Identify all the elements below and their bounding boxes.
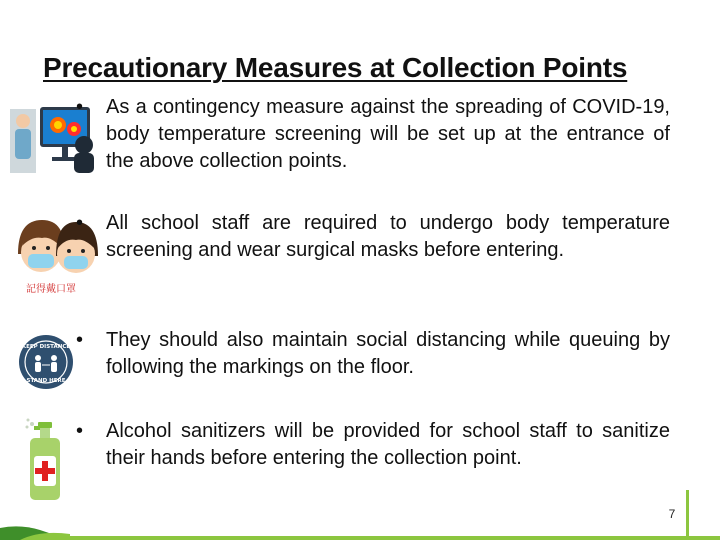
distance-sign-top-text: KEEP DISTANCE xyxy=(21,344,71,350)
bullet-item-masks xyxy=(76,210,670,264)
bullet-item-temperature-screening xyxy=(76,94,670,175)
bullet-text: All school staff are required to undergo body temperature screening and wear surgical masks before entering. xyxy=(106,212,670,261)
bullet-marker: • xyxy=(76,212,84,234)
distance-sign-bottom-text: STAND HERE xyxy=(26,378,66,384)
bullet-text: They should also maintain social distancing while queuing by following the markings on the floor. xyxy=(106,329,670,378)
bullet-text: As a contingency measure against the spreading of COVID-19, body temperature screening will be set up at the entrance of the above collection points. xyxy=(106,96,670,172)
bullet-item-social-distancing xyxy=(76,327,670,381)
bullet-text: Alcohol sanitizers will be provided for school staff to sanitize their hands before entering the collection point. xyxy=(106,420,670,469)
bullet-marker: • xyxy=(76,420,84,442)
footer-decoration xyxy=(0,524,720,540)
bullet-marker: • xyxy=(76,96,84,118)
mask-caption: 記得戴口罩 xyxy=(26,284,76,295)
keep-distance-sign-icon xyxy=(18,334,74,390)
page-number: 7 xyxy=(668,507,676,521)
sanitizer-spray-bottle-icon xyxy=(24,416,64,502)
footer-accent-line xyxy=(686,490,689,540)
bullet-item-sanitizers xyxy=(76,418,670,472)
slide-title: Precautionary Measures at Collection Points xyxy=(43,52,628,83)
bullet-marker: • xyxy=(76,329,84,351)
